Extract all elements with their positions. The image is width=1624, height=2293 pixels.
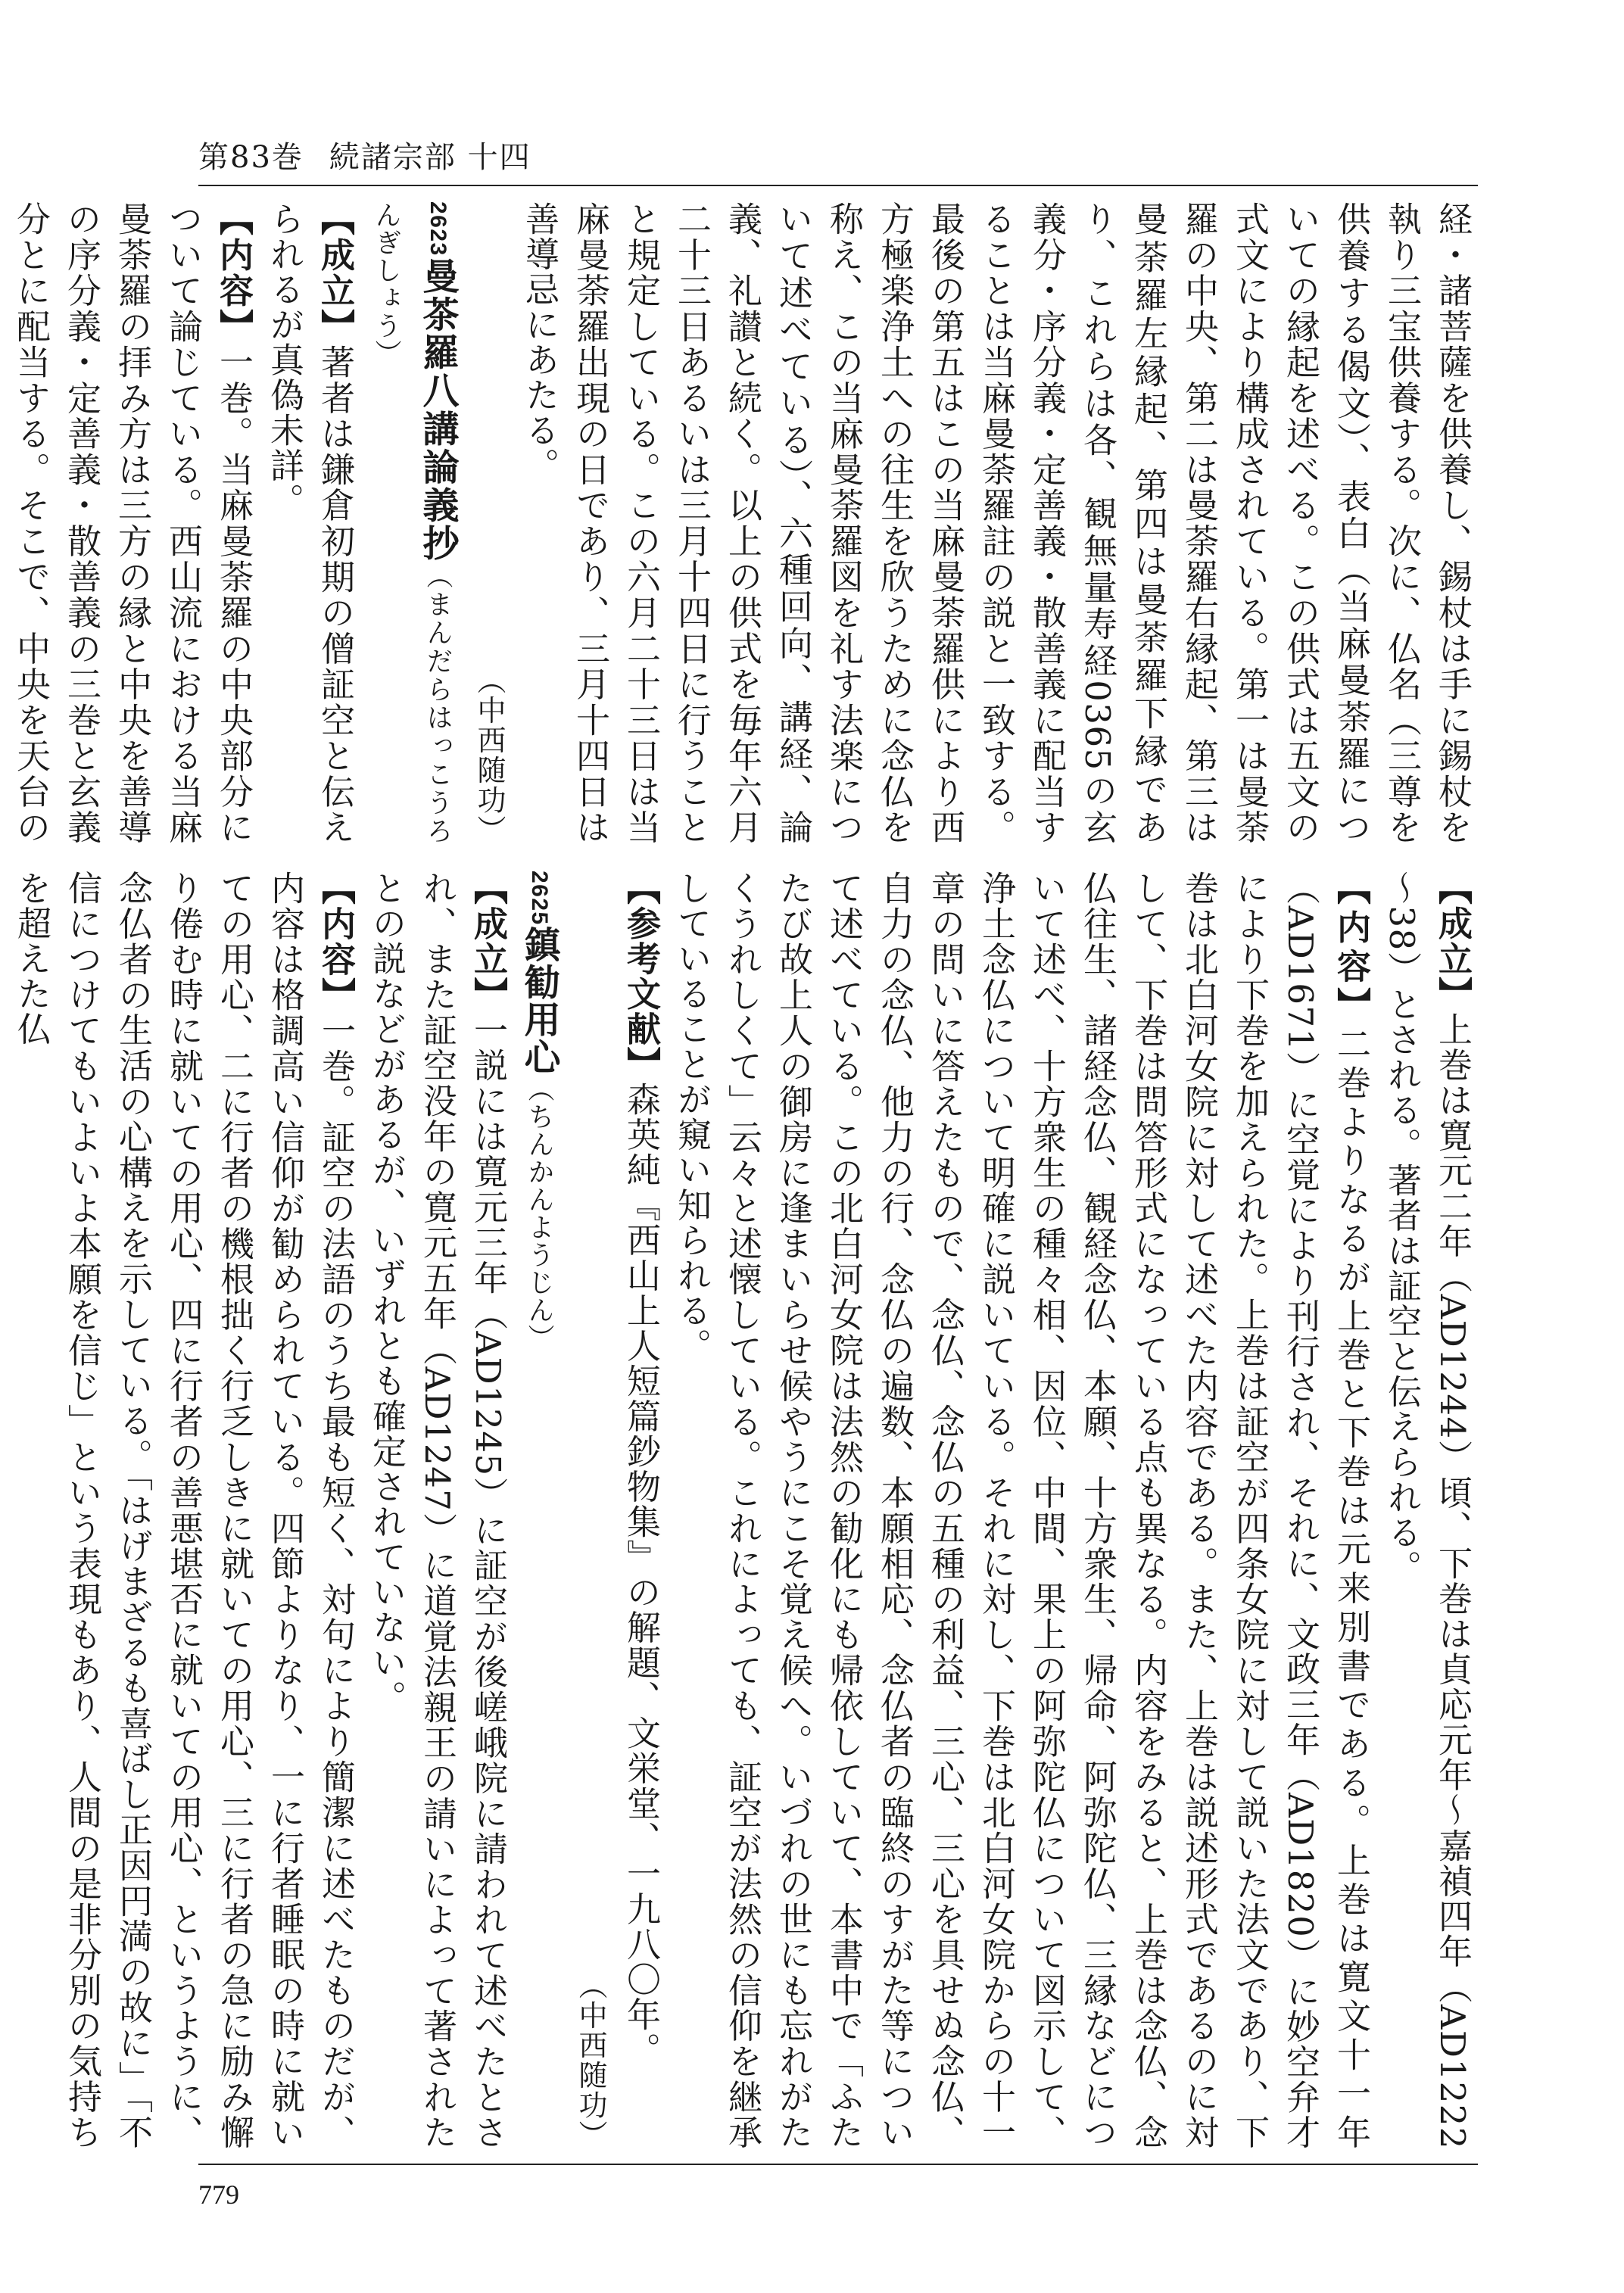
naiyou-paragraph (6, 871, 361, 2150)
running-header (198, 133, 531, 176)
naiyou-label: 【内容】 (1331, 871, 1371, 1027)
entry-title: 曼茶羅八講論義抄 (416, 256, 459, 562)
seiritsu-label: 【成立】 (1432, 871, 1473, 1012)
continued-paragraph: 経・諸菩薩を供養し、錫杖は手に錫杖を執り三宝供養する。次に、仏名（三尊を供養する偈文）、表白（当麻曼荼羅についての縁起を述べる。この供式は五文の式文により構成されている。第一は曼荼羅の中央、第二は曼荼羅右縁起、第三は曼荼羅左縁起、第四は曼荼羅下縁であり、これらは各、観無量寿経0365の玄義分・序分義・定善義・散善義に配当することは当麻曼荼羅註の説と一致する。最後の第五はこの当麻曼荼羅供により西方極楽浄土への往生を欣うために念仏を称え、この当麻曼荼羅図を礼す法楽について述べている）、六種回向、講経、論義、礼讃と続く。以上の供式を毎年六月二十三日あるいは三月十四日に行うことと規定している。この六月二十三日は当麻曼荼羅出現の日であり、三月十四日は善導忌にあたる。 (519, 201, 1473, 846)
entry-heading-2623 (360, 201, 463, 845)
seiritsu-text: 一説には寛元三年（AD1245）に証空が後嵯峨院に請われて述べたとされ、また証空没年の寛元五年（AD1247）に道覚法親王の請いによって著されたとの説などがあるが、いずれとも確定されていない。 (366, 871, 508, 2151)
footer-rule (198, 2164, 1478, 2165)
entry-number: 2623 (425, 201, 450, 257)
naiyou-label: 【内容】 (316, 871, 356, 1013)
section-title: 続諸宗部 十四 (329, 140, 531, 175)
naiyou-paragraph (666, 871, 1376, 2150)
reference-text: 森英純『西山上人短篇鈔物集』の解題、文栄堂、一九八〇年。 (621, 1082, 661, 2067)
entry-title: 鎮勧用心 (518, 925, 560, 1076)
page-number: 779 (198, 2179, 239, 2210)
naiyou-text: 一巻。当麻曼荼羅の中央部分について論じている。西山流における当麻曼荼羅の拝み方は三方の縁と中央を善導の序分義・定善義・散善義の三巻と玄義分とに配当する。そこで、中央を天台の (11, 201, 254, 846)
entry-number: 2625 (527, 871, 552, 926)
seiritsu-label: 【成立】 (315, 201, 355, 345)
upper-column (11, 201, 1478, 846)
author-signature: （中西随功） (472, 665, 506, 845)
entry-reading: （ちんかんようじん） (524, 1075, 554, 1352)
header-rule (198, 185, 1478, 186)
seiritsu-text: 上巻は寛元二年（AD1244）頃、下巻は貞応元年～嘉禎四年（AD1222～38）とされる。著者は証空と伝えられる。 (1382, 871, 1473, 2151)
seiritsu-label: 【成立】 (468, 871, 508, 1013)
naiyou-text: 二巻よりなるが上巻と下巻は元来別書である。上巻は寛文十一年（AD1671）に空覚により刊行され、それに、文政三年（AD1820）に妙空弁才により下巻を加えられた。上巻は証空が四条女院に対して説いた法文であり、下巻は北白河女院に対して述べた内容である。また、上巻は説述形式であるのに対して、下巻は問答形式になっている点も異なる。内容をみると、上巻は念仏、念仏往生、諸経念仏、観経念仏、本願、十方衆生、帰命、阿弥陀仏、三縁などについて述べ、十方衆生の種々相、因位、中間、果上の阿弥陀仏について図示して、浄土念仏について明確に説いている。それに対し、下巻は北白河女院からの十一章の問いに答えたもので、念仏、念仏の五種の利益、三心、三心を具せぬ念仏、自力の念仏、他力の行、念仏の遍数、本願相応、念仏者の臨終のすがた等について述べている。この北白河女院は法然の勧化にも帰依していて、本書中で「ふたたび故上人の御房に逢まいらせ候やうにこそ覚え候へ。いづれの世にも忘れがたくうれしくて」云々と述懐している。これによっても、証空が法然の信仰を継承していることが窺い知られる。 (672, 871, 1371, 2151)
reference-paragraph (616, 871, 666, 2150)
naiyou-paragraph (0, 201, 259, 845)
seiritsu-text: 著者は鎌倉初期の僧証空と伝えられるが真偽未詳。 (264, 201, 355, 846)
seiritsu-paragraph (259, 201, 360, 845)
lower-column (11, 871, 1478, 2151)
seiritsu-paragraph (361, 871, 513, 2150)
volume-label: 第83巻 (198, 140, 304, 175)
reference-label: 【参考文献】 (621, 871, 661, 1082)
entry-reading: （まんだらはっこうろんぎしょう） (371, 201, 453, 846)
author-signature: （中西随功） (574, 1971, 607, 2150)
naiyou-label: 【内容】 (214, 201, 254, 345)
entry-heading-2625 (513, 871, 565, 2150)
naiyou-text: 一巻。証空の法語のうち最も短く、対句により簡潔に述べたものだが、内容は格調高い信仰が勧められている。四節よりなり、一に行者睡眠の時に就いての用心、二に行者の機根拙く行乏しきに就いての用心、三に行者の急に励み懈り倦む時に就いての用心、四に行者の善悪堪否に就いての用心、というように、念仏者の生活の心構えを示している。「はげまざるも喜ばし正因円満の故に」「不信につけてもいよいよ本願を信じ」という表現もあり、人間の是非分別の気持ちを超えた仏 (11, 871, 356, 2151)
seiritsu-paragraph (1376, 871, 1478, 2150)
